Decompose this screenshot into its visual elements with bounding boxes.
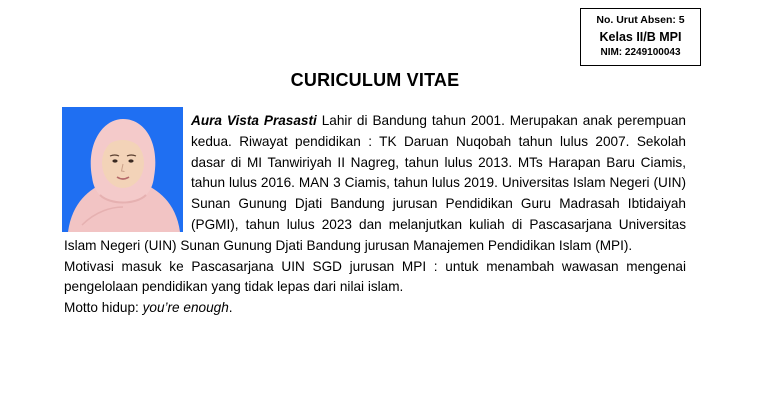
nim-number: NIM: 2249100043 (600, 47, 681, 58)
motivation-paragraph: Motivasi masuk ke Pascasarjana UIN SGD jurusan MPI : untuk menambah wawasan mengenai pengelolaan pendidikan yang tidak lepas dari nilai islam. (64, 258, 686, 295)
absen-number: No. Urut Absen: 5 (596, 14, 685, 26)
document-title: CURICULUM VITAE (290, 70, 460, 90)
bio-education-history: Lahir di Bandung tahun 2001. Merupakan anak perempuan kedua. Riwayat pendidikan : TK Daruan Nuqobah tahun lulus 2007. Sekolah dasar di MI Tanwiriyah II Nagreg, tahun lulus 2013. MTs Harapan Baru Ciamis, tahun lulus 2016. MAN 3 Ciamis, tahun lulus 2019. Universitas Islam Negeri (UIN) Sunan Gunung Djati Bandung jurusan Pendidikan Guru Madrasah Ibtidaiyah (PGMI), tahun lulus 2023 dan melanjutkan kuliah di Pascasarjana Universitas Islam Negeri (UIN) Sunan Gunung Djati Bandung jurusan Manajemen Pendidikan Islam (MPI). (64, 113, 686, 253)
motto-period: . (228, 300, 233, 316)
motto-label: Motto hidup: (64, 300, 143, 316)
biography-text (64, 111, 686, 319)
class-label: Kelas II/B MPI (599, 30, 682, 44)
motto-text: you’re enough (142, 300, 229, 316)
motto-line (64, 298, 686, 319)
person-name: Aura Vista Prasasti (191, 113, 317, 128)
student-id-box (580, 8, 701, 66)
